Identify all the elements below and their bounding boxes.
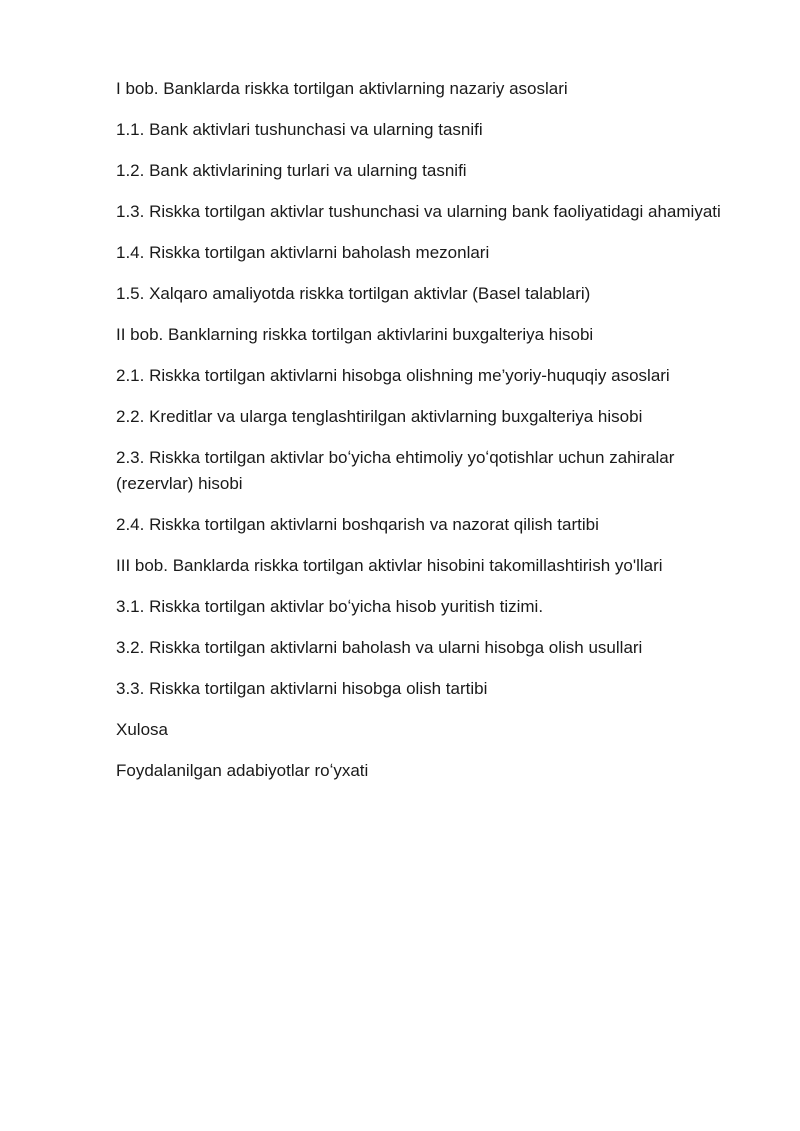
section-1-4: 1.4. Riskka tortilgan aktivlarni baholash mezonlari bbox=[116, 243, 490, 262]
chapter-2-heading: II bob. Banklarning riskka tortilgan aktivlarini buxgalteriya hisobi bbox=[116, 325, 594, 344]
section-1-1: 1.1. Bank aktivlari tushunchasi va ularning tasnifi bbox=[116, 120, 483, 139]
section-2-4: 2.4. Riskka tortilgan aktivlarni boshqarish va nazorat qilish tartibi bbox=[116, 515, 599, 534]
section-1-3: 1.3. Riskka tortilgan aktivlar tushunchasi va ularning bank faoliyatidagi ahamiyati bbox=[116, 202, 721, 221]
section-1-2: 1.2. Bank aktivlarining turlari va ularning tasnifi bbox=[116, 161, 467, 180]
section-1-5: 1.5. Xalqaro amaliyotda riskka tortilgan aktivlar (Basel talablari) bbox=[116, 284, 591, 303]
chapter-3-heading: III bob. Banklarda riskka tortilgan aktivlar hisobini takomillashtirish yo'llari bbox=[116, 556, 663, 575]
section-3-1: 3.1. Riskka tortilgan aktivlar boʻyicha hisob yuritish tizimi. bbox=[116, 597, 544, 616]
section-2-1: 2.1. Riskka tortilgan aktivlarni hisobga olishning me’yoriy-huquqiy asoslari bbox=[116, 366, 670, 385]
chapter-1-heading: I bob. Banklarda riskka tortilgan aktivlarning nazariy asoslari bbox=[116, 79, 568, 98]
section-2-2: 2.2. Kreditlar va ularga tenglashtirilgan aktivlarning buxgalteriya hisobi bbox=[116, 407, 643, 426]
section-3-3: 3.3. Riskka tortilgan aktivlarni hisobga olish tartibi bbox=[116, 679, 488, 698]
section-2-3: 2.3. Riskka tortilgan aktivlar boʻyicha ehtimoliy yoʻqotishlar uchun zahiralar (rezervlar) hisobi bbox=[116, 448, 675, 493]
table-of-contents bbox=[116, 76, 736, 799]
section-3-2: 3.2. Riskka tortilgan aktivlarni baholash va ularni hisobga olish usullari bbox=[116, 638, 643, 657]
conclusion-heading: Xulosa bbox=[116, 720, 168, 739]
references-heading: Foydalanilgan adabiyotlar roʻyxati bbox=[116, 761, 369, 780]
